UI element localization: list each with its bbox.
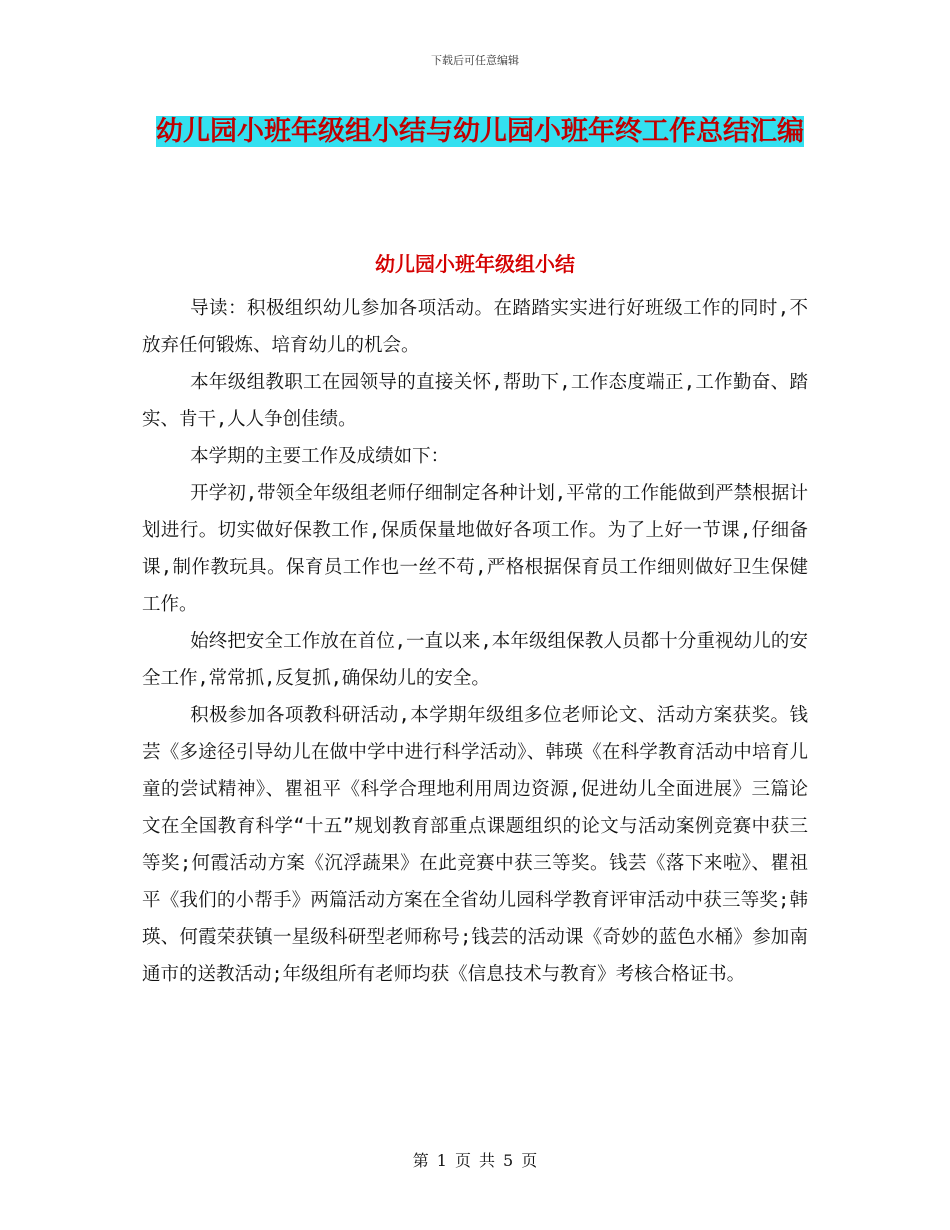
paragraph: 积极参加各项教科研活动,本学期年级组多位老师论文、活动方案获奖。钱芸《多途径引导幼儿在做中学中进行科学活动》、韩瑛《在科学教育活动中培育儿童的尝试精神》、瞿祖平《科学合理地利用周边资源,促进幼儿全面进展》三篇论文在全国教育科学“十五”规划教育部重点课题组织的论文与活动案例竞赛中获三等奖;何霞活动方案《沉浮蔬果》在此竞赛中获三等奖。钱芸《落下来啦》、瞿祖平《我们的小帮手》两篇活动方案在全省幼儿园科学教育评审活动中获三等奖;韩瑛、何霞荣获镇一星级科研型老师称号;钱芸的活动课《奇妙的蓝色水桶》参加南通市的送教活动;年级组所有老师均获《信息技术与教育》考核合格证书。 [142, 705, 808, 985]
total-pages-number: 5 [503, 1151, 514, 1170]
document-title-text: 幼儿园小班年级组小结与幼儿园小班年终工作总结汇编 [156, 116, 804, 147]
total-label: 共 [479, 1151, 496, 1170]
section-title: 幼儿园小班年级组小结 [375, 252, 575, 276]
document-body [142, 290, 808, 993]
paragraph: 本年级组教职工在园领导的直接关怀,帮助下,工作态度端正,工作勤奋、踏实、肯干,人人争创佳绩。 [142, 372, 808, 430]
paragraph: 始终把安全工作放在首位,一直以来,本年级组保教人员都十分重视幼儿的安全工作,常常抓,反复抓,确保幼儿的安全。 [142, 631, 808, 689]
page-label: 第 [412, 1151, 429, 1170]
total-unit: 页 [521, 1151, 538, 1170]
page-unit: 页 [454, 1151, 471, 1170]
paragraph: 本学期的主要工作及成绩如下： [190, 446, 450, 467]
paragraph: 开学初,带领全年级组老师仔细制定各种计划,平常的工作能做到严禁根据计划进行。切实做好保教工作,保质保量地做好各项工作。为了上好一节课,仔细备课,制作教玩具。保育员工作也一丝不苟,严格根据保育员工作细则做好卫生保健工作。 [142, 483, 808, 615]
page-footer [0, 1148, 950, 1171]
header-note: 下载后可任意编辑 [431, 54, 519, 67]
document-title [140, 108, 820, 156]
current-page-number: 1 [436, 1151, 447, 1170]
paragraph: 导读：积极组织幼儿参加各项活动。在踏踏实实进行好班级工作的同时,不放弃任何锻炼、培育幼儿的机会。 [142, 298, 808, 356]
